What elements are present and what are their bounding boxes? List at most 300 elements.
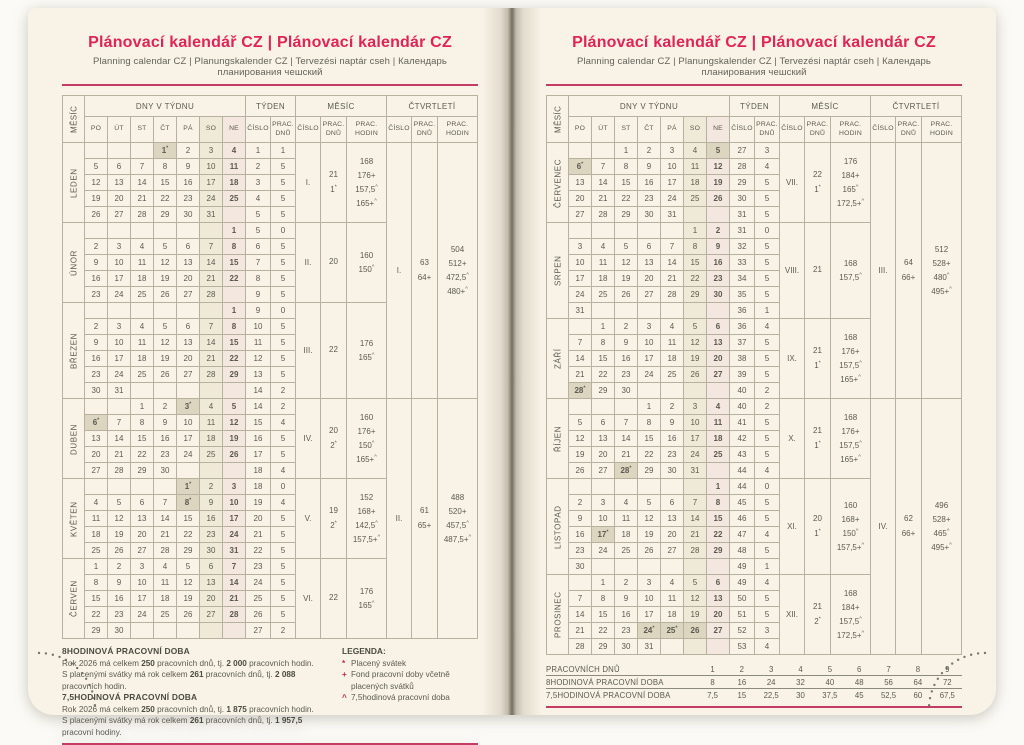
day-cell: 27 (177, 367, 200, 383)
day-cell (661, 639, 684, 655)
header-day-st: ST (615, 117, 638, 143)
day-cell: 16 (85, 351, 108, 367)
day-cell: 6 (131, 495, 154, 511)
day-cell: 4 (592, 239, 615, 255)
day-cell: 3 (200, 143, 223, 159)
day-cell: 23 (638, 191, 661, 207)
month-workhours: 168 157,5^ (831, 223, 871, 319)
day-cell: 5 (177, 559, 200, 575)
workhours-value: 15 (737, 690, 747, 700)
day-cell: 10 (661, 159, 684, 175)
day-cell: 27 (200, 607, 223, 623)
day-cell: 10 (569, 255, 592, 271)
week-number: 41 (730, 415, 755, 431)
day-cell: 9 (200, 495, 223, 511)
day-cell: 15 (592, 607, 615, 623)
day-cell: 30 (569, 559, 592, 575)
day-cell: 11 (200, 415, 223, 431)
header-dny-v-tydnu: DNY V TÝDNU (85, 96, 246, 117)
day-cell (177, 623, 200, 639)
day-cell: 15 (684, 255, 707, 271)
day-cell: 15 (177, 511, 200, 527)
month-number: VI. (296, 559, 321, 639)
day-cell: 12 (177, 575, 200, 591)
header-day-ne: NE (707, 117, 730, 143)
week-number: 3 (246, 175, 271, 191)
day-cell: 26 (223, 447, 246, 463)
day-cell: 31 (661, 207, 684, 223)
month-number: V. (296, 479, 321, 559)
week-number: 34 (730, 271, 755, 287)
week-workdays: 0 (755, 223, 780, 239)
day-cell (569, 479, 592, 495)
day-cell: 29 (154, 207, 177, 223)
day-cell: 19 (85, 191, 108, 207)
day-cell: 18 (661, 607, 684, 623)
day-cell (85, 303, 108, 319)
day-cell: 18 (131, 271, 154, 287)
day-cell: 16 (707, 255, 730, 271)
week-workdays: 5 (271, 175, 296, 191)
day-cell: 3 (592, 495, 615, 511)
month-workhours: 152 168+ 142,5^ 157,5+^ (347, 479, 387, 559)
day-cell: 17 (108, 271, 131, 287)
quarter-workdays: 63 64+ (412, 143, 438, 399)
day-cell (108, 399, 131, 415)
week-number: 13 (246, 367, 271, 383)
day-cell (200, 223, 223, 239)
page-right-content (546, 8, 962, 708)
day-cell: 29 (707, 543, 730, 559)
day-cell: 4 (200, 399, 223, 415)
day-cell: 10 (592, 511, 615, 527)
day-cell: 21 (684, 527, 707, 543)
perforation-dots-left (33, 627, 113, 711)
day-cell: 4 (707, 399, 730, 415)
day-cell: 19 (707, 175, 730, 191)
week-number: 9 (246, 303, 271, 319)
workhours-value: 37,5 (822, 690, 838, 700)
day-cell (177, 223, 200, 239)
legend-title: LEGENDA: (342, 646, 386, 656)
day-cell (108, 143, 131, 159)
week-number: 44 (730, 463, 755, 479)
day-cell: 21 (223, 591, 246, 607)
week-workdays: 5 (271, 191, 296, 207)
day-cell: 8 (154, 159, 177, 175)
day-cell: 7 (131, 159, 154, 175)
week-number: 5 (246, 223, 271, 239)
day-cell: 22 (638, 447, 661, 463)
day-cell: 3 (638, 575, 661, 591)
workdays-count: 4 (786, 663, 815, 676)
day-cell: 13 (661, 511, 684, 527)
header-dny-v-tydnu: DNY V TÝDNU (569, 96, 730, 117)
day-cell: 13 (569, 175, 592, 191)
perforation-dots-right (911, 627, 991, 711)
week-workdays: 2 (271, 383, 296, 399)
week-number: 27 (246, 623, 271, 639)
workdays-count: 2 (727, 663, 756, 676)
quarter-workdays: 62 66+ (896, 399, 922, 655)
legend-symbol: * (342, 658, 346, 668)
day-cell: 25 (154, 607, 177, 623)
day-cell: 3 (108, 319, 131, 335)
day-cell (108, 479, 131, 495)
quarter-number: IV. (871, 399, 896, 655)
workhours-value: 30 (796, 690, 805, 700)
legend-text: Fond pracovní doby včetně placených svátků (351, 670, 450, 691)
week-workdays: 5 (755, 191, 780, 207)
month-number: XII. (780, 575, 805, 655)
day-cell: 3 (661, 143, 684, 159)
month-workdays: 22 (321, 303, 347, 399)
week-number: 50 (730, 591, 755, 607)
day-cell (684, 207, 707, 223)
week-number: 49 (730, 559, 755, 575)
header-rule (546, 84, 962, 86)
day-cell: 28 (569, 639, 592, 655)
day-cell: 12 (154, 255, 177, 271)
day-cell: 21 (661, 271, 684, 287)
day-cell: 6 (661, 495, 684, 511)
month-name: ŘÍJEN (547, 399, 569, 479)
day-cell: 28 (131, 207, 154, 223)
page-subtitle: Planning calendar CZ | Planungskalender CZ | Tervezési naptár cseh | Календарь планирования чешский (93, 56, 447, 78)
day-cell: 1 (615, 143, 638, 159)
week-number: 18 (246, 463, 271, 479)
day-cell: 1* (177, 479, 200, 495)
month-name: PROSINEC (547, 575, 569, 655)
week-workdays: 5 (271, 607, 296, 623)
day-cell: 27 (85, 463, 108, 479)
month-number: II. (296, 223, 321, 303)
week-number: 49 (730, 575, 755, 591)
day-cell: 11 (592, 255, 615, 271)
day-cell: 30 (615, 639, 638, 655)
week-number: 10 (246, 319, 271, 335)
week-number: 19 (246, 495, 271, 511)
month-name: KVĚTEN (63, 479, 85, 559)
month-workhours: 168 176+ 157,5^ 165+^ (831, 399, 871, 479)
day-cell: 5 (108, 495, 131, 511)
day-cell (638, 383, 661, 399)
day-cell: 21 (200, 271, 223, 287)
day-cell: 29 (592, 383, 615, 399)
week-workdays: 5 (755, 607, 780, 623)
day-cell: 8 (638, 415, 661, 431)
day-cell: 12 (85, 175, 108, 191)
day-cell: 10 (108, 255, 131, 271)
day-cell: 12 (707, 159, 730, 175)
day-cell (638, 559, 661, 575)
day-cell (707, 207, 730, 223)
day-cell: 11 (707, 415, 730, 431)
legend (342, 646, 478, 704)
day-cell: 26 (615, 287, 638, 303)
day-cell: 24 (131, 607, 154, 623)
day-cell (707, 303, 730, 319)
legend-text: 7,5hodinová pracovní doba (351, 693, 450, 703)
day-cell: 1 (85, 559, 108, 575)
day-cell: 8 (684, 239, 707, 255)
day-cell: 20 (177, 271, 200, 287)
day-cell: 30 (615, 383, 638, 399)
day-cell: 26 (85, 207, 108, 223)
day-cell (85, 399, 108, 415)
day-cell: 31 (200, 207, 223, 223)
workhours-value: 60 (913, 690, 923, 700)
day-cell: 24 (177, 447, 200, 463)
day-cell: 14 (569, 607, 592, 623)
day-cell (615, 479, 638, 495)
day-cell: 7 (200, 319, 223, 335)
day-cell: 7 (615, 415, 638, 431)
day-cell: 29 (684, 287, 707, 303)
day-cell: 15 (615, 175, 638, 191)
day-cell: 24 (592, 543, 615, 559)
day-cell: 1 (223, 303, 246, 319)
week-number: 43 (730, 447, 755, 463)
month-name: DUBEN (63, 399, 85, 479)
day-cell: 23 (615, 623, 638, 639)
day-cell: 24 (638, 367, 661, 383)
book-binding-seam (508, 8, 516, 715)
week-workdays: 5 (271, 271, 296, 287)
day-cell (131, 223, 154, 239)
day-cell: 5 (615, 239, 638, 255)
week-number: 9 (246, 287, 271, 303)
quarter-number: III. (871, 143, 896, 399)
header-quarter-number: ČÍSLO (871, 117, 896, 143)
day-cell: 22 (154, 191, 177, 207)
day-cell: 11 (154, 575, 177, 591)
day-cell: 7 (569, 335, 592, 351)
month-number: XI. (780, 479, 805, 575)
day-cell: 22 (592, 367, 615, 383)
day-cell: 6* (569, 159, 592, 175)
day-cell: 2 (154, 399, 177, 415)
day-cell: 15 (223, 255, 246, 271)
week-workdays: 5 (271, 335, 296, 351)
header-week-workdays: PRAC. DNŮ (755, 117, 780, 143)
day-cell: 15 (592, 351, 615, 367)
week-number: 29 (730, 175, 755, 191)
day-cell: 18 (131, 351, 154, 367)
day-cell: 21 (569, 367, 592, 383)
week-number: 7 (246, 255, 271, 271)
day-cell (177, 463, 200, 479)
planning-calendar-left (62, 95, 478, 639)
day-cell: 16 (638, 175, 661, 191)
week-workdays: 5 (271, 351, 296, 367)
day-cell: 10 (177, 415, 200, 431)
day-cell: 16 (661, 431, 684, 447)
book-spread (28, 8, 996, 737)
workhours-value: 22,5 (763, 690, 779, 700)
week-number: 25 (246, 591, 271, 607)
day-cell (661, 383, 684, 399)
day-cell (85, 479, 108, 495)
day-cell: 26 (177, 607, 200, 623)
day-cell: 1 (707, 479, 730, 495)
day-cell (569, 399, 592, 415)
workdays-summary-table (546, 663, 962, 701)
day-cell: 7 (200, 239, 223, 255)
day-cell: 19 (684, 607, 707, 623)
day-cell: 8 (85, 575, 108, 591)
week-workdays: 5 (271, 527, 296, 543)
week-number: 37 (730, 335, 755, 351)
day-cell: 31 (108, 383, 131, 399)
day-cell: 12 (615, 255, 638, 271)
week-number: 30 (730, 191, 755, 207)
day-cell (223, 287, 246, 303)
week-number: 48 (730, 543, 755, 559)
day-cell: 17* (592, 527, 615, 543)
header-month-number: ČÍSLO (296, 117, 321, 143)
day-cell: 4 (154, 559, 177, 575)
header-day-st: ST (131, 117, 154, 143)
day-cell: 28 (108, 463, 131, 479)
day-cell: 1 (638, 399, 661, 415)
week-workdays: 2 (755, 383, 780, 399)
day-cell: 2 (85, 239, 108, 255)
day-cell: 25 (707, 447, 730, 463)
day-cell (200, 383, 223, 399)
day-cell: 10 (200, 159, 223, 175)
day-cell: 25 (684, 191, 707, 207)
day-cell: 7 (108, 415, 131, 431)
day-cell: 22 (707, 527, 730, 543)
page-left-content (62, 8, 478, 745)
day-cell: 19 (154, 351, 177, 367)
workhours-value: 72 (933, 676, 962, 689)
day-cell: 22 (85, 607, 108, 623)
week-workdays: 5 (271, 559, 296, 575)
day-cell: 29 (131, 463, 154, 479)
day-cell: 2 (177, 143, 200, 159)
week-number: 27 (730, 143, 755, 159)
day-cell: 9 (85, 255, 108, 271)
month-workdays: 20 (321, 223, 347, 303)
week-workdays: 4 (271, 463, 296, 479)
day-cell: 21 (569, 623, 592, 639)
day-cell: 9 (707, 239, 730, 255)
month-workhours: 168 184+ 157,5^ 172,5+^ (831, 575, 871, 655)
header-day-út: ÚT (108, 117, 131, 143)
week-number: 42 (730, 431, 755, 447)
workhours-value: 24 (757, 676, 786, 689)
day-cell: 19 (223, 431, 246, 447)
month-workdays: 21 1* (805, 319, 831, 399)
week-workdays: 5 (271, 447, 296, 463)
header-tyden: TÝDEN (246, 96, 296, 117)
day-cell: 6 (707, 319, 730, 335)
day-cell (684, 639, 707, 655)
month-workdays: 21 1* (321, 143, 347, 223)
day-cell: 30 (85, 383, 108, 399)
day-cell: 8 (592, 591, 615, 607)
day-cell: 1* (154, 143, 177, 159)
day-cell: 23 (569, 543, 592, 559)
header-mesic-group: MĚSÍC (780, 96, 871, 117)
day-cell: 23 (154, 447, 177, 463)
week-number: 47 (730, 527, 755, 543)
day-cell: 26 (684, 367, 707, 383)
month-number: I. (296, 143, 321, 223)
day-cell: 10 (638, 335, 661, 351)
day-cell: 21 (108, 447, 131, 463)
day-cell: 3 (131, 559, 154, 575)
day-cell: 20 (131, 527, 154, 543)
week-workdays: 5 (755, 543, 780, 559)
day-cell: 27 (638, 287, 661, 303)
day-cell: 25 (200, 447, 223, 463)
day-cell: 17 (569, 271, 592, 287)
page-right (512, 8, 996, 715)
day-cell: 27 (569, 207, 592, 223)
day-cell (592, 399, 615, 415)
day-cell: 30 (707, 287, 730, 303)
day-cell: 7 (154, 495, 177, 511)
day-cell: 29 (177, 543, 200, 559)
day-cell (177, 383, 200, 399)
day-cell (154, 623, 177, 639)
day-cell: 28 (661, 287, 684, 303)
day-cell: 5 (638, 495, 661, 511)
month-name: SRPEN (547, 223, 569, 319)
month-workhours: 168 176+ 157,5^ 165+^ (831, 319, 871, 399)
page-title: Plánovací kalendář CZ | Plánovací kalendár CZ (572, 34, 936, 51)
day-cell: 20 (569, 191, 592, 207)
day-cell (177, 303, 200, 319)
day-cell: 15 (638, 431, 661, 447)
work-time-note-title: 7,5HODINOVÁ PRACOVNÍ DOBA (62, 692, 198, 703)
day-cell: 5 (684, 575, 707, 591)
day-cell (108, 303, 131, 319)
month-workhours: 160 150^ (347, 223, 387, 303)
week-workdays: 5 (755, 239, 780, 255)
week-number: 22 (246, 543, 271, 559)
workdays-count: 5 (815, 663, 844, 676)
week-number: 46 (730, 511, 755, 527)
week-workdays: 5 (271, 431, 296, 447)
legend-symbol: + (342, 670, 347, 680)
day-cell: 9 (661, 415, 684, 431)
header-tyden: TÝDEN (730, 96, 780, 117)
workhours-value: 45 (854, 690, 864, 700)
day-cell (223, 463, 246, 479)
day-cell: 22 (223, 351, 246, 367)
day-cell: 4 (85, 495, 108, 511)
day-cell: 5 (223, 399, 246, 415)
day-cell (154, 479, 177, 495)
day-cell (108, 223, 131, 239)
day-cell: 14 (592, 175, 615, 191)
day-cell: 12 (154, 335, 177, 351)
workdays-count: 8 (903, 663, 932, 676)
day-cell (661, 223, 684, 239)
day-cell: 21 (154, 527, 177, 543)
week-number: 1 (246, 143, 271, 159)
day-cell: 14 (154, 511, 177, 527)
day-cell: 26 (684, 623, 707, 639)
day-cell: 19 (154, 271, 177, 287)
bottom-rule-right (546, 706, 962, 708)
day-cell: 13 (638, 255, 661, 271)
day-cell: 3 (569, 239, 592, 255)
